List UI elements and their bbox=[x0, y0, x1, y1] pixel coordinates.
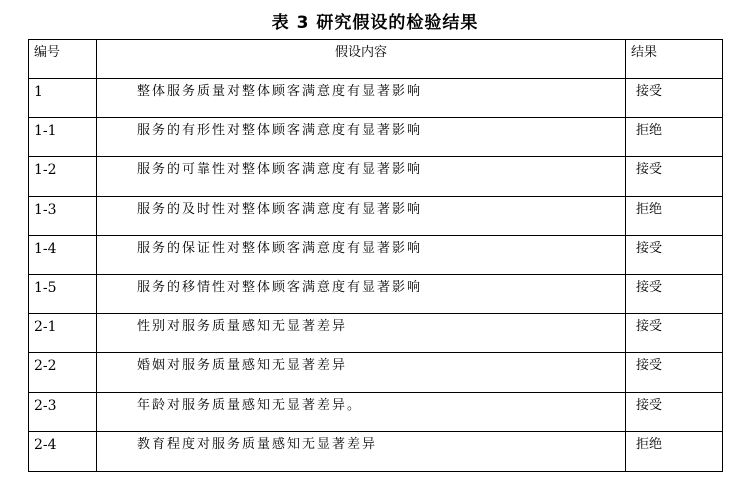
row-id: 1-5 bbox=[29, 274, 97, 313]
row-id: 1 bbox=[29, 79, 97, 118]
header-result: 结果 bbox=[626, 40, 723, 79]
row-hypothesis: 服务的及时性对整体顾客满意度有显著影响 bbox=[97, 196, 626, 235]
table-row bbox=[29, 235, 723, 274]
row-result: 接受 bbox=[626, 274, 723, 313]
row-hypothesis: 年龄对服务质量感知无显著差异。 bbox=[97, 392, 626, 431]
row-result: 拒绝 bbox=[626, 118, 723, 157]
row-result: 接受 bbox=[626, 157, 723, 196]
row-result: 拒绝 bbox=[626, 431, 723, 471]
row-hypothesis: 整体服务质量对整体顾客满意度有显著影响 bbox=[97, 79, 626, 118]
row-id: 2-3 bbox=[29, 392, 97, 431]
table-row bbox=[29, 392, 723, 431]
table-row bbox=[29, 314, 723, 353]
row-hypothesis: 服务的有形性对整体顾客满意度有显著影响 bbox=[97, 118, 626, 157]
table-title: 表 3 研究假设的检验结果 bbox=[271, 13, 479, 33]
row-id: 1-4 bbox=[29, 235, 97, 274]
row-id: 1-1 bbox=[29, 118, 97, 157]
table-row bbox=[29, 274, 723, 313]
table-row bbox=[29, 157, 723, 196]
row-hypothesis: 性别对服务质量感知无显著差异 bbox=[97, 314, 626, 353]
row-id: 2-1 bbox=[29, 314, 97, 353]
row-result: 拒绝 bbox=[626, 196, 723, 235]
row-hypothesis: 婚姻对服务质量感知无显著差异 bbox=[97, 353, 626, 392]
row-result: 接受 bbox=[626, 353, 723, 392]
table-header-row bbox=[29, 40, 723, 79]
row-id: 2-4 bbox=[29, 431, 97, 471]
header-id: 编号 bbox=[29, 40, 97, 79]
row-hypothesis: 服务的保证性对整体顾客满意度有显著影响 bbox=[97, 235, 626, 274]
row-result: 接受 bbox=[626, 235, 723, 274]
table-row bbox=[29, 431, 723, 471]
table-row bbox=[29, 79, 723, 118]
row-result: 接受 bbox=[626, 314, 723, 353]
hypothesis-results-table bbox=[28, 39, 723, 472]
row-hypothesis: 服务的移情性对整体顾客满意度有显著影响 bbox=[97, 274, 626, 313]
row-result: 接受 bbox=[626, 392, 723, 431]
header-hypothesis: 假设内容 bbox=[97, 40, 626, 79]
table-row bbox=[29, 196, 723, 235]
table-row bbox=[29, 118, 723, 157]
row-id: 1-3 bbox=[29, 196, 97, 235]
row-id: 1-2 bbox=[29, 157, 97, 196]
table-row bbox=[29, 353, 723, 392]
row-result: 接受 bbox=[626, 79, 723, 118]
row-id: 2-2 bbox=[29, 353, 97, 392]
row-hypothesis: 教育程度对服务质量感知无显著差异 bbox=[97, 431, 626, 471]
row-hypothesis: 服务的可靠性对整体顾客满意度有显著影响 bbox=[97, 157, 626, 196]
